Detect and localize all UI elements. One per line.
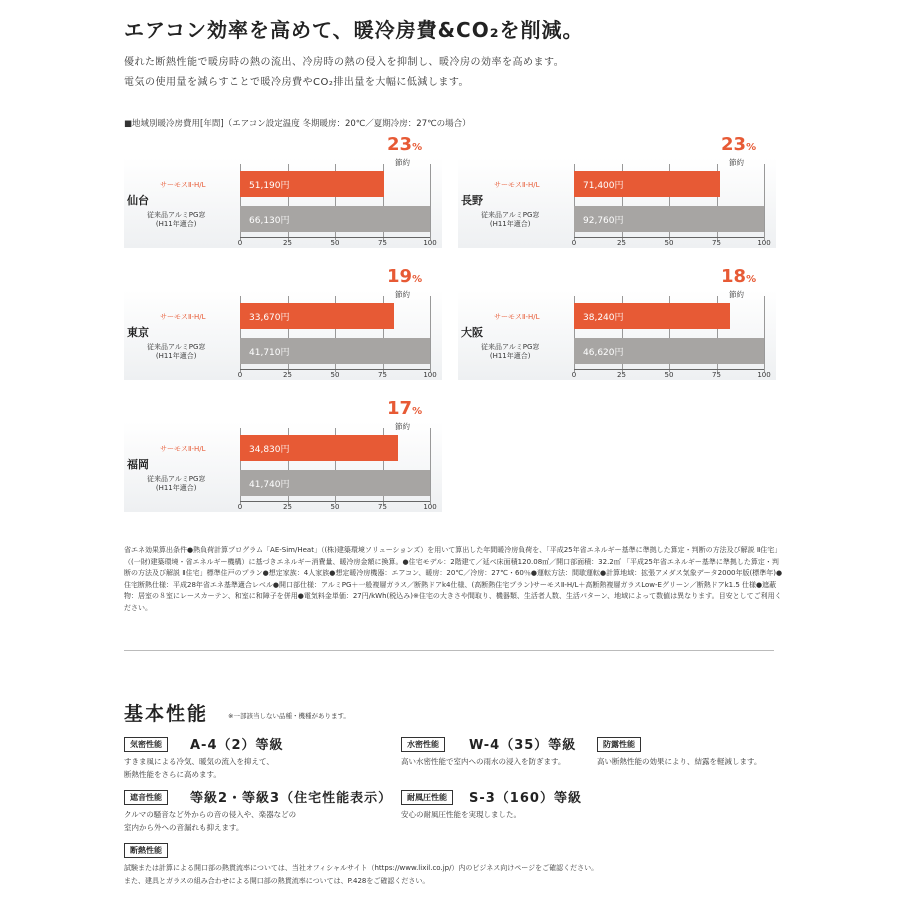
bar-thermos — [240, 171, 384, 197]
gridline — [430, 428, 431, 504]
bar-thermos-label: 71,400円 — [583, 181, 624, 191]
gridline — [764, 296, 765, 372]
x-tick: 75 — [378, 371, 387, 379]
bar-thermos-label: 33,670円 — [249, 313, 290, 323]
legend-conventional-2: (H11年適合) — [155, 220, 197, 228]
bar-conventional — [574, 206, 764, 232]
legend-conventional-2: (H11年適合) — [155, 352, 197, 360]
saving-label: 節約 — [395, 158, 410, 167]
saving-percent — [721, 266, 756, 287]
x-tick: 25 — [617, 371, 626, 379]
x-tick: 25 — [283, 239, 292, 247]
saving-value: 19 — [387, 266, 413, 287]
x-axis — [240, 501, 430, 502]
gridline — [764, 164, 765, 240]
desc-sound-1: クルマの騒音など外からの音の侵入や、楽器などの — [124, 810, 297, 819]
desc-airtight-2: 断熱性能をさらに高めます。 — [124, 770, 221, 779]
gridline — [430, 296, 431, 372]
bar-conventional — [574, 338, 764, 364]
x-tick: 50 — [664, 239, 674, 247]
bar-conventional — [240, 338, 430, 364]
desc-watertight: 高い水密性能で室内への雨水の浸入を防ぎます。 — [401, 757, 566, 766]
x-axis — [574, 237, 764, 238]
legend-conventional-2: (H11年適合) — [155, 484, 197, 492]
basic-performance-title: 基本性能 — [124, 703, 209, 725]
intro-line-1: 優れた断熱性能で暖房時の熱の流出、冷房時の熱の侵入を抑制し、暖冷房の効率を高めます。 — [124, 57, 565, 68]
calculation-conditions-note: 省エネ効果算出条件●熱負荷計算プログラム「AE-Sim/Heat」（(株)建築環境ソリューションズ）を用いて算出した年間暖冷房負荷を、「平成25年省エネルギー基準に準拠した算定・判断の方法及び解説 Ⅱ住宅」（(一財)建築環境・省エネルギー機構）に基づきエネルギー消費量、暖冷房金額に換算。●住宅モデル：2階建て／延べ床面積120.08㎡／開口部面積：32.2㎡ 「平成25年省エネルギー基準に準拠した算定・判断の方法及び解説 Ⅱ住宅」標準住戸のプラン●想定家族：4人家族●想定暖冷房機器：エアコン、暖房：20℃／冷房：27℃・60％●運転方法：間歇運転●計算地域：拡張アメダス気象データ2000年版(標準年)●住宅断熱仕様：平成28年省エネ基準適合レベル●開口部仕様：アルミPG＋一般複層ガラス／断熱ドアk4仕様、(高断熱住宅プラン)サーモスⅡ-H/L＋高断熱複層ガラスLow-Eグリーン／断熱ドアk1.5 仕様●遮蔽物：居室の８室にレースカーテン、和室に和障子を併用●電気料金単価：27円/kWh(税込み)※住宅の大きさや間取り、機器類、生活者人数、生活パターン、地域によって数値は異なります。目安としてご利用ください。 — [124, 546, 783, 612]
x-tick: 50 — [330, 239, 340, 247]
legend-conventional — [481, 343, 539, 361]
desc-insulation-2: また、建具とガラスの組み合わせによる開口部の熱貫流率については、P.428をご確認ください。 — [124, 877, 430, 885]
bar-thermos — [574, 303, 730, 329]
saving-percent — [387, 398, 422, 419]
saving-label: 節約 — [729, 290, 744, 299]
badge-airtight: 気密性能 — [124, 737, 168, 752]
legend-thermos: サーモスⅡ-H/L — [160, 445, 206, 453]
saving-value: 23 — [387, 134, 413, 155]
grade-watertight: W-4（35）等級 — [469, 738, 577, 753]
saving-label: 節約 — [395, 290, 410, 299]
x-tick: 0 — [237, 503, 243, 511]
x-tick: 0 — [237, 371, 243, 379]
legend-conventional — [481, 211, 539, 229]
legend-conventional-1: 従来品アルミPG窓 — [147, 343, 206, 351]
saving-unit: % — [412, 406, 423, 417]
bar-thermos — [574, 171, 720, 197]
saving-value: 18 — [721, 266, 747, 287]
bar-conventional-label: 46,620円 — [583, 348, 624, 358]
saving-percent — [721, 134, 756, 155]
x-tick: 100 — [757, 371, 771, 379]
desc-condensation: 高い断熱性能の効果により、結露を軽減します。 — [597, 757, 762, 766]
saving-unit: % — [746, 274, 757, 285]
legend-conventional-2: (H11年適合) — [489, 220, 531, 228]
city-label: 長野 — [461, 194, 483, 207]
saving-percent — [387, 266, 422, 287]
desc-wind: 安心の耐風圧性能を実現しました。 — [401, 810, 521, 819]
x-axis — [240, 237, 430, 238]
x-axis — [240, 369, 430, 370]
x-tick: 50 — [664, 371, 674, 379]
desc-insulation-1: 試験または計算による開口部の熱貫流率については、当社オフィシャルサイト（https://www.lixil.co.jp/）内のビジネス向けページをご確認ください。 — [124, 864, 599, 872]
saving-label: 節約 — [729, 158, 744, 167]
badge-watertight: 水密性能 — [401, 737, 445, 752]
badge-insulation: 断熱性能 — [124, 843, 168, 858]
basic-performance-note: ※一部該当しない品種・機種があります。 — [228, 712, 350, 720]
chart-4 — [458, 266, 788, 384]
bar-thermos-label: 38,240円 — [583, 313, 624, 323]
city-label: 大阪 — [461, 326, 483, 339]
chart-heading: ■地域別暖冷房費用[年間]（エアコン設定温度 冬期暖房：20℃／夏期冷房：27℃の場合） — [124, 119, 471, 129]
grade-wind: S-3（160）等級 — [469, 791, 582, 806]
gridline — [430, 164, 431, 240]
legend-conventional — [147, 475, 205, 493]
bar-thermos — [240, 303, 394, 329]
desc-sound-2: 室内から外への音漏れも抑えます。 — [124, 823, 244, 832]
x-tick: 100 — [423, 503, 437, 511]
x-tick: 25 — [283, 503, 292, 511]
bar-conventional — [240, 470, 430, 496]
legend-thermos: サーモスⅡ-H/L — [494, 181, 540, 189]
bar-conventional-label: 41,710円 — [249, 348, 290, 358]
bar-conventional — [240, 206, 430, 232]
badge-sound: 遮音性能 — [124, 790, 168, 805]
x-tick: 0 — [571, 239, 577, 247]
chart-2 — [458, 134, 788, 252]
page-title: エアコン効率を高めて、暖冷房費&CO₂を削減。 — [124, 18, 584, 42]
legend-conventional-1: 従来品アルミPG窓 — [481, 211, 540, 219]
x-tick: 25 — [617, 239, 626, 247]
chart-3 — [124, 266, 454, 384]
legend-conventional-2: (H11年適合) — [489, 352, 531, 360]
city-label: 仙台 — [127, 194, 149, 207]
chart-1 — [124, 134, 454, 252]
bar-conventional-label: 92,760円 — [583, 216, 624, 226]
legend-conventional-1: 従来品アルミPG窓 — [481, 343, 540, 351]
bar-conventional-label: 41,740円 — [249, 480, 290, 490]
saving-unit: % — [412, 274, 423, 285]
legend-conventional — [147, 211, 205, 229]
x-tick: 75 — [378, 239, 387, 247]
x-tick: 100 — [423, 239, 437, 247]
x-tick: 50 — [330, 503, 340, 511]
divider — [124, 650, 774, 651]
legend-thermos: サーモスⅡ-H/L — [160, 181, 206, 189]
badge-condensation: 防露性能 — [597, 737, 641, 752]
legend-thermos: サーモスⅡ-H/L — [160, 313, 206, 321]
saving-label: 節約 — [395, 422, 410, 431]
x-tick: 50 — [330, 371, 340, 379]
saving-value: 23 — [721, 134, 747, 155]
chart-5 — [124, 398, 454, 516]
city-label: 東京 — [127, 326, 149, 339]
legend-thermos: サーモスⅡ-H/L — [494, 313, 540, 321]
x-tick: 75 — [712, 371, 721, 379]
x-tick: 25 — [283, 371, 292, 379]
grade-airtight: A-4（2）等級 — [190, 738, 284, 753]
bar-conventional-label: 66,130円 — [249, 216, 290, 226]
saving-value: 17 — [387, 398, 413, 419]
intro-line-2: 電気の使用量を減らすことで暖冷房費やCO₂排出量を大幅に低減します。 — [124, 77, 470, 88]
bar-thermos — [240, 435, 398, 461]
grade-sound: 等級2・等級3（住宅性能表示） — [190, 791, 393, 806]
badge-wind: 耐風圧性能 — [401, 790, 453, 805]
legend-conventional-1: 従来品アルミPG窓 — [147, 211, 206, 219]
desc-airtight-1: すきま風による冷気、暖気の流入を抑えて、 — [124, 757, 274, 766]
x-tick: 75 — [712, 239, 721, 247]
saving-percent — [387, 134, 422, 155]
saving-unit: % — [746, 142, 757, 153]
x-tick: 0 — [237, 239, 243, 247]
saving-unit: % — [412, 142, 423, 153]
city-label: 福岡 — [127, 458, 149, 471]
legend-conventional-1: 従来品アルミPG窓 — [147, 475, 206, 483]
x-tick: 100 — [757, 239, 771, 247]
x-tick: 0 — [571, 371, 577, 379]
x-tick: 100 — [423, 371, 437, 379]
x-axis — [574, 369, 764, 370]
bar-thermos-label: 51,190円 — [249, 181, 290, 191]
bar-thermos-label: 34,830円 — [249, 445, 290, 455]
x-tick: 75 — [378, 503, 387, 511]
legend-conventional — [147, 343, 205, 361]
